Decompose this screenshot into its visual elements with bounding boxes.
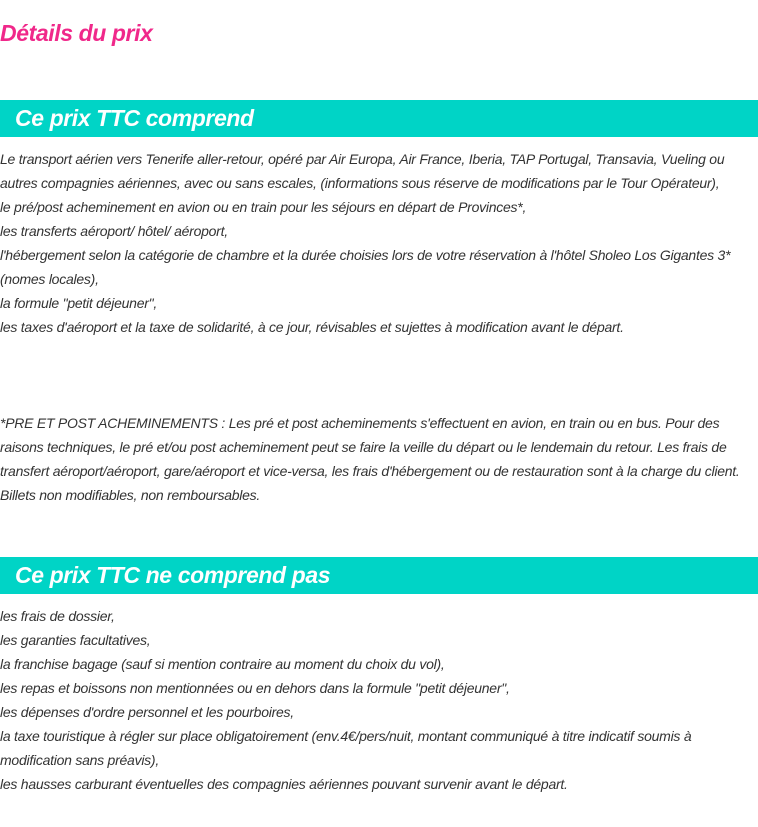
included-list [0,147,756,339]
included-item: l'hébergement selon la catégorie de chambre et la durée choisies lors de votre réservation à l'hôtel Sholeo Los Gigantes 3* (nomes locales), [0,247,731,287]
included-item: les taxes d'aéroport et la taxe de solidarité, à ce jour, révisables et sujettes à modification avant le départ. [0,319,624,335]
excluded-item: les hausses carburant éventuelles des compagnies aériennes pouvant survenir avant le départ. [0,776,568,792]
included-item: Le transport aérien vers Tenerife aller-retour, opéré par Air Europa, Air France, Iberia, TAP Portugal, Transavia, Vueling ou autres compagnies aériennes, avec ou sans escales, (informations sous réserve de modifications par le Tour Opérateur), [0,151,725,191]
excluded-item: la franchise bagage (sauf si mention contraire au moment du choix du vol), [0,656,445,672]
included-section-header: Ce prix TTC comprend [0,100,758,137]
included-item: la formule "petit déjeuner", [0,295,158,311]
excluded-list [0,604,756,796]
excluded-item: les dépenses d'ordre personnel et les pourboires, [0,704,294,720]
note-text: *PRE ET POST ACHEMINEMENTS : Les pré et post acheminements s'effectuent en avion, en train ou en bus. Pour des raisons techniques, le pré et/ou post acheminement peut se faire la veille du départ ou le lendemain du retour. Les frais de transfert aéroport/aéroport, gare/aéroport et vice-versa, les frais d'hébergement ou de restauration sont à la charge du client. Billets non modifiables, non remboursables. [0,415,740,503]
excluded-item: les repas et boissons non mentionnées ou en dehors dans la formule "petit déjeuner", [0,680,510,696]
acheminement-note [0,411,756,507]
excluded-item: les frais de dossier, [0,608,115,624]
excluded-item: les garanties facultatives, [0,632,151,648]
page-title: Détails du prix [0,20,153,46]
included-item: les transferts aéroport/ hôtel/ aéroport, [0,223,228,239]
excluded-section-header: Ce prix TTC ne comprend pas [0,557,758,594]
included-item: le pré/post acheminement en avion ou en train pour les séjours en départ de Provinces*, [0,199,527,215]
excluded-item: la taxe touristique à régler sur place obligatoirement (env.4€/pers/nuit, montant communiqué à titre indicatif soumis à modification sans préavis), [0,728,692,768]
